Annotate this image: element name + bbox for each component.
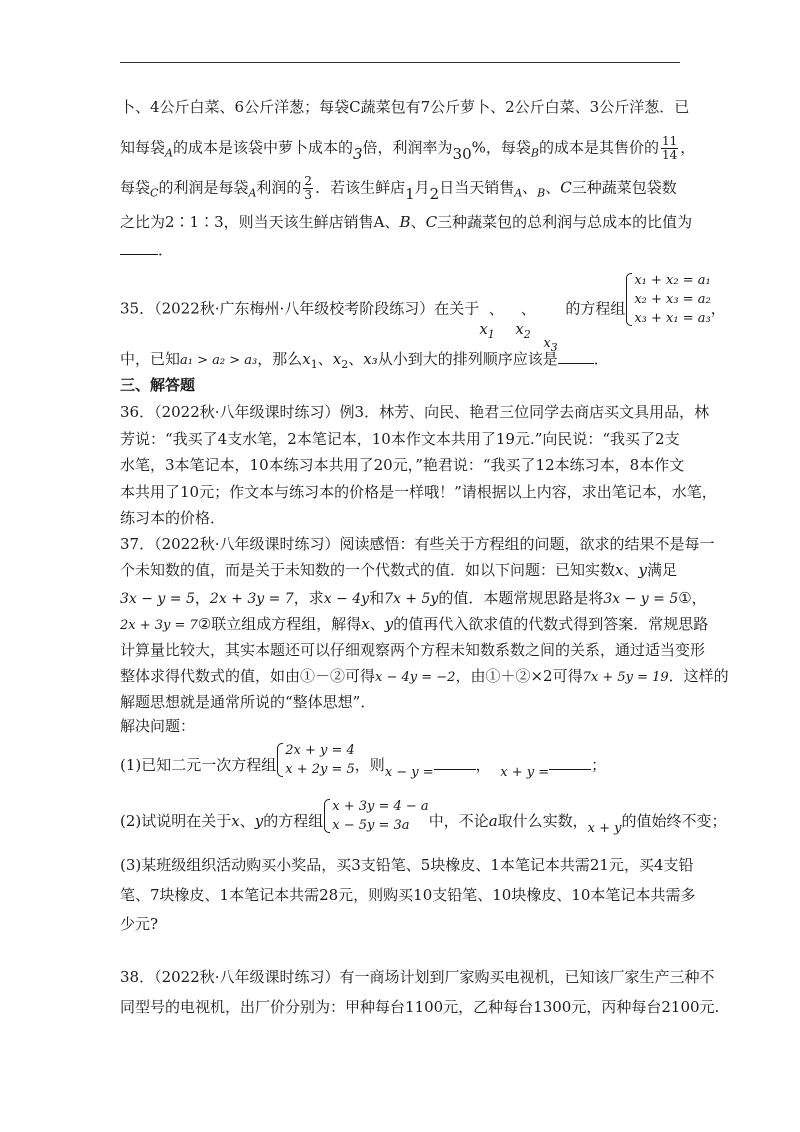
problem-37-line-1: 37．（2022秋·八年级课时练习）阅读感悟：有些关于方程组的问题，欲求的结果不是每一: [120, 535, 715, 553]
problem-37-q3-line-2: 笔、7块橡皮、1本笔记本共需28元，则购买10支铅笔、10块橡皮、10本笔记本共需多: [120, 886, 696, 904]
answer-blank[interactable]: [558, 349, 594, 364]
header-rule: [120, 62, 680, 63]
problem-34-line-3: 每袋$_C$的利润是每袋$_A$利润的 $\frac{2}{3}$ ．若该生鲜店1月2日当天销售$_A$、$_B$、C三种蔬菜包袋数: [120, 174, 677, 203]
problem-37-q2: (2)试说明在关于x、y的方程组 x + 3y = 4 − a x − 5y = 3a 中，不论a取什么实数，x + y的值始终不变；: [120, 799, 727, 836]
equation-system-35: x₁ + x₂ = a₁ x₂ + x₃ = a₂ x₃ + x₁ = a₃: [625, 271, 710, 328]
problem-34-line-5: ．: [120, 240, 682, 260]
problem-36-line-4: 本共用了10元；作文本与练习本的价格是一样哦！”请根据以上内容，求出笔记本，水笔，: [120, 483, 717, 501]
equation-system-q1: 2x + y = 4 x + 2y = 5: [276, 741, 355, 779]
var-x3: $x_3$: [543, 335, 558, 354]
problem-37-q3-line-3: 少元?: [120, 915, 159, 933]
problem-36-line-3: 水笔，3本笔记本，10本练习本共用了20元，”艳君说：“我买了12本练习本，8本作文: [120, 456, 685, 474]
problem-37-q1: (1)已知二元一次方程组 2x + y = 4 x + 2y = 5 ，则x − y = ， x + y = ；: [120, 743, 607, 780]
problem-36-line-5: 练习本的价格．: [120, 509, 226, 527]
fraction-11-14: $\frac{11}{14}$: [662, 134, 678, 162]
problem-34-line-2: 知每袋$_A$的成本是该袋中萝卜成本的3倍，利润率为30%，每袋$_B$的成本是其售价的 $\frac{11}{14}$ ，: [120, 134, 696, 163]
problem-37-line-4: 2x + 3y = 7②联立组成方程组，解得x、y的值再代入欲求值的代数式得到答案．常规思路: [120, 615, 709, 633]
problem-37-line-6: 整体求得代数式的值，如由①－②可得x − 4y = −2，由①＋②×2可得7x + 5y = 19．这样的: [120, 667, 729, 685]
equation-system-q2: x + 3y = 4 − a x − 5y = 3a: [323, 797, 428, 835]
problem-37-q3-line-1: (3)某班级组织活动购买小奖品，买3支铅笔、5块橡皮、1本笔记本共需21元，买4支铅: [120, 856, 694, 874]
problem-35-line-2: 中，已知a₁ > a₂ > a₃，那么$x_1$、$x_2$、x₃从小到大的排列顺序应该是 ．: [120, 350, 609, 371]
problem-34-line-4: 之比为2∶1∶3，则当天该生鲜店销售A、B、C三种蔬菜包的总利润与总成本的比值为: [120, 213, 693, 231]
problem-38-line-1: 38．（2022秋·八年级课时练习）有一商场计划到厂家购买电视机，已知该厂家生产三种不: [120, 968, 715, 986]
problem-37-line-8: 解决问题：: [120, 717, 196, 735]
answer-blank[interactable]: [549, 755, 591, 770]
section-heading: 三、解答题: [120, 376, 196, 394]
var-x2: $x_2$: [515, 319, 531, 341]
fraction-2-3: $\frac{2}{3}$: [304, 174, 313, 202]
problem-37-line-3: 3x − y = 5，2x + 3y = 7，求x − 4y和7x + 5y的值．本题常规思路是将3x − y = 5①，: [120, 589, 707, 607]
problem-37-line-2: 个未知数的值，而是关于未知数的一个代数式的值．如以下问题：已知实数x、y满足: [120, 561, 677, 579]
var-x1: $x_1$: [479, 319, 495, 341]
problem-36-line-2: 芳说：“我买了4支水笔，2本笔记本，10本作文本共用了19元.”向民说：“我买了2支: [120, 430, 680, 448]
answer-blank[interactable]: [120, 240, 158, 255]
problem-34-line-1: 卜、4公斤白菜、6公斤洋葱；每袋C蔬菜包有7公斤萝卜、2公斤白菜、3公斤洋葱．已: [120, 98, 690, 116]
problem-37-line-5: 计算量比较大，其实本题还可以仔细观察两个方程未知数系数之间的关系，通过适当变形: [120, 641, 706, 659]
problem-35-line-1: 35．（2022秋·广东梅州·八年级校考阶段练习）在关于 、 $x_1$ 、 $x_2$ $x_3$ 的方程组 x₁ + x₂ = a₁ x₂ + x₃ = a₂ x₃ + x₁ = a₃ ，: [120, 291, 682, 328]
problem-36-line-1: 36．（2022秋·八年级课时练习）例3．林芳、向民、艳君三位同学去商店买文具用品，林: [120, 403, 710, 421]
problem-38-line-2: 同型号的电视机，出厂价分别为：甲种每台1100元，乙种每台1300元，丙种每台2100元.: [120, 998, 720, 1016]
answer-blank[interactable]: [434, 755, 476, 770]
problem-37-line-7: 解题思想就是通常所说的“整体思想”．: [120, 693, 376, 711]
